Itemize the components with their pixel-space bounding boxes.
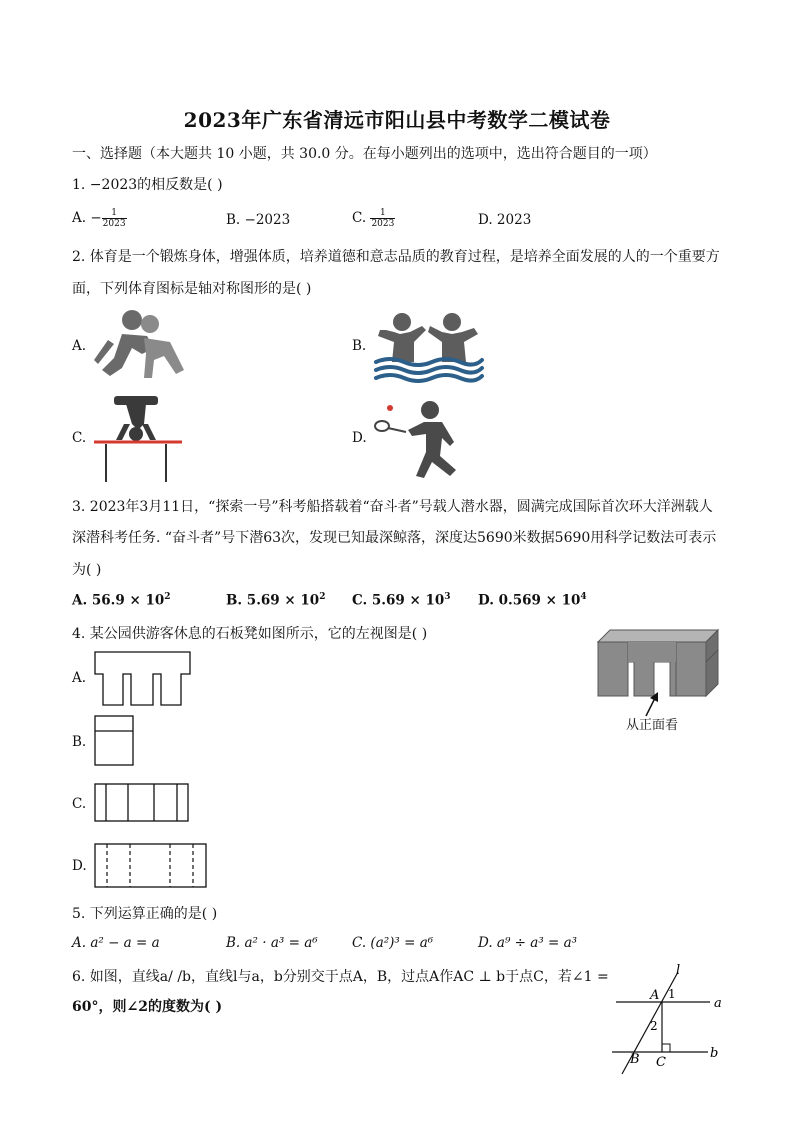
q2-line1: 2. 体育是一个锻炼身体，增强体质，培养道德和意志品质的教育过程，是培养全面发展的人的一个重要方 bbox=[72, 249, 720, 265]
q5-option-d[interactable]: D. a⁹ ÷ a³ = a³ bbox=[478, 935, 578, 951]
label-l: l bbox=[676, 963, 681, 978]
q4-option-a-figure[interactable] bbox=[94, 651, 192, 707]
q3-option-c[interactable]: C. $5.69 \times 10^3$ bbox=[352, 592, 451, 609]
q3-line2: 深潜科考任务. “奋斗者”号下潜63次，发现已知最深鲸落，深度达5690米数据5690用科学记数法可表示 bbox=[72, 530, 717, 546]
q1-stem: 1. −2023的相反数是( ) bbox=[72, 177, 223, 193]
q4-option-d-figure[interactable] bbox=[94, 843, 208, 889]
q1-option-c[interactable] bbox=[352, 208, 395, 229]
option-label: A. bbox=[72, 210, 87, 226]
q5-stem: 5. 下列运算正确的是( ) bbox=[72, 906, 218, 922]
q3-option-b[interactable]: B. $5.69 \times 10^2$ bbox=[226, 592, 326, 609]
fraction: $\frac{1}{2023}$ bbox=[102, 208, 126, 229]
q4-label-c: C. bbox=[72, 796, 87, 812]
q2-label-c: C. bbox=[72, 430, 87, 446]
q4-label-d: D. bbox=[72, 858, 87, 874]
q2-label-d: D. bbox=[352, 430, 367, 446]
q6-line2: 60°，则∠2的度数为( ) bbox=[72, 999, 223, 1015]
q2-label-a: A. bbox=[72, 338, 87, 354]
label-A: A bbox=[650, 988, 660, 1003]
q6-line1: 6. 如图，直线a/ /b，直线l与a，b分别交于点A，B，过点A作AC ⊥ b于点C，若∠1 = bbox=[72, 969, 609, 985]
q4-option-b-figure[interactable] bbox=[94, 715, 136, 767]
q4-label-b: B. bbox=[72, 734, 87, 750]
fraction: $\frac{1}{2023}$ bbox=[371, 208, 395, 229]
label-a: a bbox=[714, 996, 722, 1011]
q2-line2: 面，下列体育图标是轴对称图形的是( ) bbox=[72, 281, 312, 297]
q3-option-d[interactable]: D. $0.569 \times 10^4$ bbox=[478, 592, 587, 609]
arrow-up-icon bbox=[642, 692, 662, 718]
q5-option-c[interactable]: C. (a²)³ = a⁶ bbox=[352, 935, 434, 951]
label-b: b bbox=[710, 1046, 719, 1061]
label-angle-2: 2 bbox=[650, 1019, 658, 1033]
label-C: C bbox=[656, 1055, 666, 1070]
vaulting-icon[interactable] bbox=[92, 394, 184, 484]
q4-stem: 4. 某公园供游客休息的石板凳如图所示，它的左视图是( ) bbox=[72, 626, 428, 642]
section-heading: 一、选择题（本大题共 10 小题，共 30.0 分。在每小题列出的选项中，选出符合题目的一项） bbox=[72, 146, 657, 162]
q4-option-c-figure[interactable] bbox=[94, 783, 190, 823]
q3-option-a[interactable]: A. $56.9 \times 10^2$ bbox=[72, 592, 171, 609]
badminton-icon[interactable] bbox=[372, 400, 482, 480]
q5-option-b[interactable]: B. a² · a³ = a⁶ bbox=[226, 935, 318, 951]
page-title: 2023年广东省清远市阳山县中考数学二模试卷 bbox=[183, 108, 611, 132]
q2-label-b: B. bbox=[352, 338, 367, 354]
q6-geometry-figure bbox=[610, 963, 726, 1078]
q4-label-a: A. bbox=[72, 670, 87, 686]
water-polo-icon[interactable] bbox=[372, 310, 484, 382]
option-label: C. bbox=[352, 210, 367, 226]
q1-option-a[interactable]: A. − $\frac{1}{2023}$ bbox=[72, 208, 126, 229]
q3-line3: 为( ) bbox=[72, 562, 102, 578]
q1-option-b[interactable]: B. −2023 bbox=[226, 212, 291, 228]
q5-option-a[interactable]: A. a² − a = a bbox=[72, 935, 160, 951]
label-angle-1: 1 bbox=[668, 987, 676, 1001]
q1-option-d[interactable]: D. 2023 bbox=[478, 212, 532, 228]
q3-line1: 3. 2023年3月11日，“探索一号”科考船搭载着“奋斗者”号载人潜水器，圆满完成国际首次环大洋洲载人 bbox=[72, 499, 713, 515]
front-view-caption: 从正面看 bbox=[626, 718, 679, 733]
label-B: B bbox=[630, 1052, 640, 1067]
wrestling-icon[interactable] bbox=[92, 308, 192, 382]
